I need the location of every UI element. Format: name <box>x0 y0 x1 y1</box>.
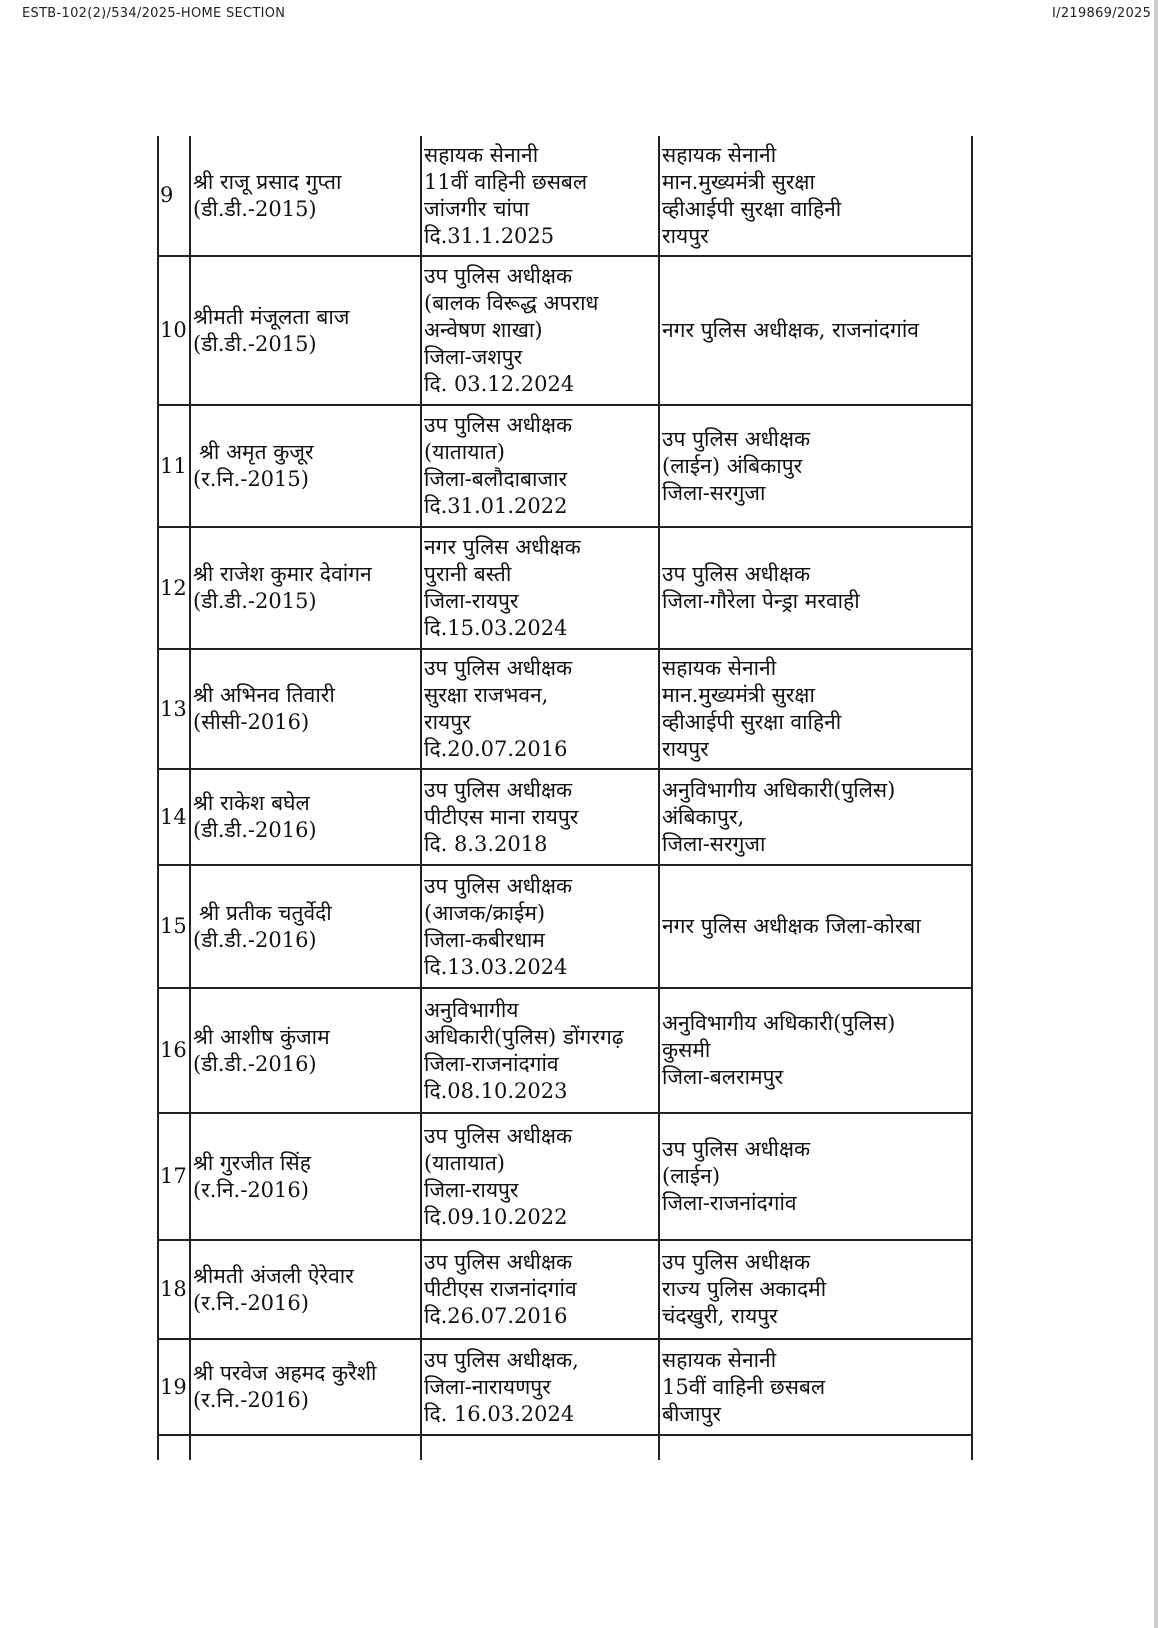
posted-line: जिला-सरगुजा <box>662 480 766 505</box>
posted-line: बीजापुर <box>662 1401 721 1426</box>
officer-name: श्री गुरजीत सिंह <box>193 1150 311 1175</box>
officer-batch: (डी.डी.-2015) <box>193 196 317 221</box>
serial-number: 13 <box>159 650 191 768</box>
serial-number: 9 <box>159 136 191 255</box>
current-line: रायपुर <box>424 710 471 734</box>
table-row <box>159 136 971 257</box>
posted-line: अनुविभागीय अधिकारी(पुलिस) <box>662 1011 896 1035</box>
posted-line: सहायक सेनानी <box>662 656 777 680</box>
posted-line: उप पुलिस अधीक्षक <box>662 1137 811 1161</box>
posted-line: जिला-राजनांदगांव <box>662 1191 797 1215</box>
officer-name: श्री अभिनव तिवारी <box>193 683 335 707</box>
current-line: दि. 03.12.2024 <box>424 372 575 396</box>
posted-line: व्हीआईपी सुरक्षा वाहिनी <box>662 196 842 221</box>
current-line: पीटीएस राजनांदगांव <box>424 1277 577 1301</box>
current-posting <box>422 770 660 864</box>
current-line: अनुविभागीय <box>424 997 519 1022</box>
new-posting <box>660 770 967 864</box>
serial-number: 19 <box>159 1340 191 1434</box>
officer-batch: (र.नि.-2015) <box>193 467 309 491</box>
current-line: (आजक/क्राईम) <box>424 900 546 925</box>
current-line: दि.20.07.2016 <box>424 737 568 761</box>
serial-number: 14 <box>159 770 191 864</box>
current-line: पुरानी बस्ती <box>424 562 512 586</box>
current-posting <box>422 1241 660 1338</box>
current-posting <box>422 866 660 987</box>
new-posting <box>660 136 967 255</box>
officer-name: श्री राजू प्रसाद गुप्ता <box>193 169 342 194</box>
current-line: दि.13.03.2024 <box>424 954 568 979</box>
current-line: अन्वेषण शाखा) <box>424 318 543 342</box>
officer-batch: (र.नि.-2016) <box>193 1177 309 1202</box>
posted-line: अंबिकापुर, <box>662 804 745 829</box>
new-posting <box>660 1241 967 1338</box>
current-line: 11वीं वाहिनी छसबल <box>424 169 588 194</box>
new-posting <box>660 866 967 987</box>
current-line: अधिकारी(पुलिस) डोंगरगढ़ <box>424 1024 624 1049</box>
current-posting <box>422 136 660 255</box>
current-line: दि.31.1.2025 <box>424 223 555 248</box>
empty-cell <box>422 1436 660 1460</box>
empty-cell <box>660 1436 967 1460</box>
current-line: सुरक्षा राजभवन, <box>424 683 549 707</box>
current-line: उप पुलिस अधीक्षक <box>424 1123 573 1148</box>
posted-line: रायपुर <box>662 223 709 248</box>
officer-cell <box>191 770 422 864</box>
officer-name: श्री प्रतीक चतुर्वेदी <box>199 900 332 925</box>
current-line: उप पुलिस अधीक्षक <box>424 777 573 802</box>
posted-line: सहायक सेनानी <box>662 1347 777 1372</box>
current-line: जिला-रायपुर <box>424 1177 519 1202</box>
serial-number: 15 <box>159 866 191 987</box>
file-reference: ESTB-102(2)/534/2025-HOME SECTION <box>22 6 286 21</box>
officer-name: श्रीमती अंजली ऐरेवार <box>193 1263 354 1288</box>
current-posting <box>422 406 660 526</box>
officer-name: श्री अमृत कुजूर <box>199 440 314 464</box>
new-posting <box>660 989 967 1112</box>
officer-name: श्री आशीष कुंजाम <box>193 1024 330 1049</box>
current-line: जांजगीर चांपा <box>424 196 530 221</box>
current-line: जिला-राजनांदगांव <box>424 1051 559 1076</box>
officer-batch: (डी.डी.-2016) <box>193 927 317 952</box>
officer-cell <box>191 1241 422 1338</box>
current-posting <box>422 1114 660 1239</box>
current-line: दि. 16.03.2024 <box>424 1401 575 1426</box>
posted-line: उप पुलिस अधीक्षक <box>662 426 811 451</box>
posted-line: राज्य पुलिस अकादमी <box>662 1277 827 1301</box>
current-line: दि.09.10.2022 <box>424 1204 568 1229</box>
officer-cell <box>191 866 422 987</box>
current-line: दि. 8.3.2018 <box>424 831 548 856</box>
officer-batch: (र.नि.-2016) <box>193 1388 309 1412</box>
current-line: जिला-कबीरधाम <box>424 927 545 952</box>
current-line: उप पुलिस अधीक्षक <box>424 873 573 898</box>
officer-name: श्री राजेश कुमार देवांगन <box>193 562 372 586</box>
officer-cell <box>191 406 422 526</box>
new-posting <box>660 650 967 768</box>
posted-line: रायपुर <box>662 737 709 761</box>
serial-number: 16 <box>159 989 191 1112</box>
new-posting <box>660 406 967 526</box>
officer-batch: (र.नि.-2016) <box>193 1290 309 1315</box>
officer-cell <box>191 528 422 648</box>
officer-name: श्रीमती मंजूलता बाज <box>193 304 350 329</box>
posted-line: (लाईन) <box>662 1164 721 1188</box>
serial-number: 17 <box>159 1114 191 1239</box>
current-line: जिला-बलौदाबाजार <box>424 467 568 491</box>
new-posting <box>660 1340 967 1434</box>
officer-cell <box>191 257 422 404</box>
current-line: दि.08.10.2023 <box>424 1078 568 1103</box>
current-line: दि.15.03.2024 <box>424 616 568 640</box>
current-line: जिला-रायपुर <box>424 589 519 613</box>
posted-line: सहायक सेनानी <box>662 142 777 167</box>
current-line: (बालक विरूद्ध अपराध <box>424 291 599 315</box>
current-line: (यातायात) <box>424 440 506 464</box>
officer-cell <box>191 650 422 768</box>
serial-number: 12 <box>159 528 191 648</box>
officer-batch: (डी.डी.-2016) <box>193 1051 317 1076</box>
current-line: उप पुलिस अधीक्षक <box>424 1250 573 1274</box>
officer-name: श्री परवेज अहमद कुरैशी <box>193 1361 377 1385</box>
empty-cell <box>191 1436 422 1460</box>
current-line: उप पुलिस अधीक्षक <box>424 264 573 288</box>
serial-number: 10 <box>159 257 191 404</box>
posted-line: उप पुलिस अधीक्षक <box>662 1250 811 1274</box>
posted-line: अनुविभागीय अधिकारी(पुलिस) <box>662 777 896 802</box>
document-number: I/219869/2025 <box>1052 6 1152 21</box>
serial-number: 18 <box>159 1241 191 1338</box>
table-row <box>159 866 971 989</box>
current-posting <box>422 257 660 404</box>
current-line: दि.26.07.2016 <box>424 1304 568 1328</box>
current-line: जिला-नारायणपुर <box>424 1374 551 1399</box>
table-row <box>159 1241 971 1340</box>
table-row-continuation <box>159 1436 971 1460</box>
posted-line: मान.मुख्यमंत्री सुरक्षा <box>662 683 815 707</box>
posted-line: मान.मुख्यमंत्री सुरक्षा <box>662 169 815 194</box>
current-line: उप पुलिस अधीक्षक, <box>424 1347 579 1372</box>
current-line: जिला-जशपुर <box>424 345 523 369</box>
current-posting <box>422 989 660 1112</box>
new-posting <box>660 1114 967 1239</box>
officer-batch: (डी.डी.-2016) <box>193 818 317 842</box>
posted-line: जिला-सरगुजा <box>662 831 766 856</box>
officer-cell <box>191 1114 422 1239</box>
table-row <box>159 1114 971 1241</box>
table-row <box>159 650 971 770</box>
officer-batch: (सीसी-2016) <box>193 710 310 734</box>
table-row <box>159 528 971 650</box>
current-line: उप पुलिस अधीक्षक <box>424 413 573 437</box>
posted-line: जिला-बलरामपुर <box>662 1065 784 1089</box>
table-row <box>159 770 971 866</box>
new-posting <box>660 257 967 404</box>
new-posting <box>660 528 967 648</box>
table-row <box>159 406 971 528</box>
empty-cell <box>159 1436 191 1460</box>
posted-line: (लाईन) अंबिकापुर <box>662 453 803 478</box>
posted-line: उप पुलिस अधीक्षक <box>662 562 811 586</box>
current-line: नगर पुलिस अधीक्षक <box>424 535 581 559</box>
officer-name: श्री राकेश बघेल <box>193 791 310 815</box>
table-row <box>159 1340 971 1436</box>
current-line: उप पुलिस अधीक्षक <box>424 656 573 680</box>
current-line: सहायक सेनानी <box>424 142 539 167</box>
current-posting <box>422 1340 660 1434</box>
current-posting <box>422 650 660 768</box>
current-line: दि.31.01.2022 <box>424 494 568 518</box>
officer-batch: (डी.डी.-2015) <box>193 331 317 356</box>
current-line: पीटीएस माना रायपुर <box>424 804 579 829</box>
officer-batch: (डी.डी.-2015) <box>193 589 317 613</box>
serial-number: 11 <box>159 406 191 526</box>
posted-line: चंदखुरी, रायपुर <box>662 1304 778 1328</box>
officer-cell <box>191 136 422 255</box>
current-posting <box>422 528 660 648</box>
officer-cell <box>191 989 422 1112</box>
posted-line: नगर पुलिस अधीक्षक जिला-कोरबा <box>662 914 921 938</box>
transfer-table <box>157 136 973 1460</box>
posted-line: नगर पुलिस अधीक्षक, राजनांदगांव <box>662 318 919 342</box>
current-line: (यातायात) <box>424 1150 506 1175</box>
posted-line: कुसमी <box>662 1038 711 1062</box>
table-row <box>159 257 971 406</box>
posted-line: 15वीं वाहिनी छसबल <box>662 1374 826 1399</box>
posted-line: व्हीआईपी सुरक्षा वाहिनी <box>662 710 842 734</box>
officer-cell <box>191 1340 422 1434</box>
posted-line: जिला-गौरेला पेन्ड्रा मरवाही <box>662 589 860 613</box>
table-row <box>159 989 971 1114</box>
